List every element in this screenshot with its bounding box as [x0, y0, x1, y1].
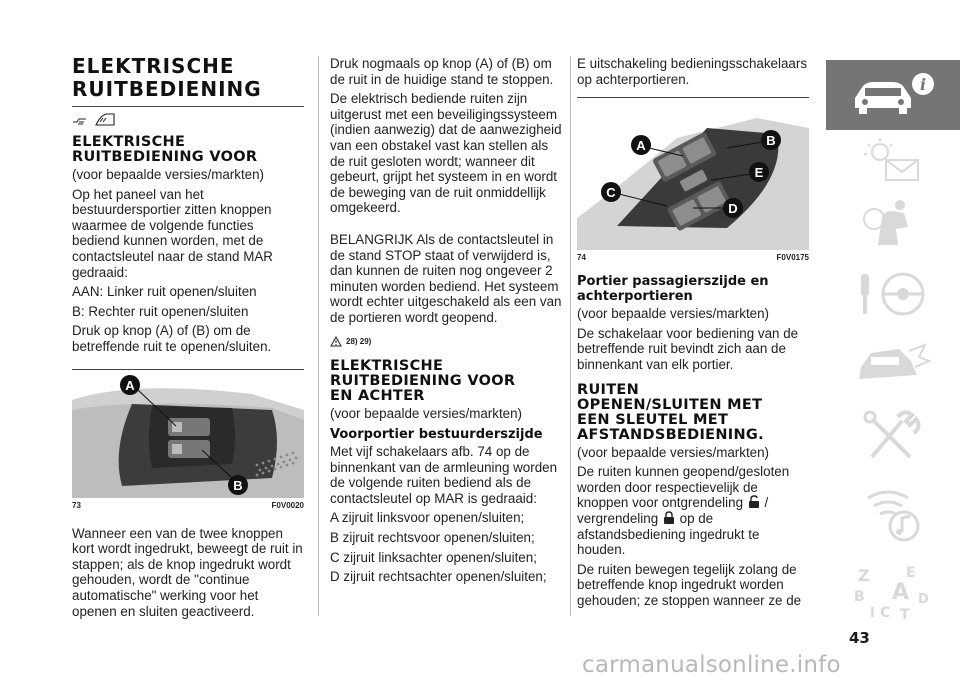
paragraph: Met vijf schakelaars afb. 74 op de binnenkant van de armleuning worden de volgende ruiten bediend als de contactsleutel op MAR is gedraaid:	[330, 444, 558, 506]
figure-74	[577, 97, 809, 262]
sidebar-item-safety[interactable]	[826, 192, 960, 256]
music-satnav-icon	[858, 480, 928, 544]
paragraph-remote-buttons	[577, 464, 809, 558]
subheading-passenger-doors-line-1: Portier passagierszijde en	[577, 274, 769, 290]
five-switch-panel-illustration	[577, 98, 809, 250]
paragraph: BELANGRIJK Als de contactsleutel in de stand STOP staat of verwijderd is, dan kunnen de ruiten nog ongeveer 2 minuten worden bediend. Het systeem wordt echter uitgeschakeld als een van de portieren wordt geopend.	[330, 231, 562, 325]
hand-pointing-icon	[72, 113, 90, 125]
paragraph: AAN: Linker ruit openen/sluiten	[72, 284, 257, 300]
paragraph: (voor bepaalde versies/markten)	[577, 306, 770, 322]
section-heading-front-rear-line-3: EN ACHTER	[330, 387, 425, 404]
column-divider-2	[570, 56, 571, 616]
text-segment: op de afstandsbediening ingedrukt te houden.	[577, 510, 760, 558]
watermark: carmanualsonline.info	[582, 652, 841, 678]
label-a: A	[636, 138, 646, 154]
sidebar-item-starting[interactable]	[826, 258, 960, 330]
section-heading-remote-line-4: AFSTANDSBEDIENING.	[577, 426, 764, 443]
paragraph: Druk nogmaals op knop (A) of (B) om de ruit in de huidige stand te stoppen.	[330, 56, 554, 87]
figure-code: F0V0175	[776, 253, 809, 263]
paragraph: (voor bepaalde versies/markten)	[72, 167, 265, 182]
sidebar-item-warning-lights[interactable]	[826, 132, 960, 190]
sidebar-item-car-info[interactable]	[826, 60, 960, 130]
figure-73	[72, 369, 304, 510]
paragraph: (voor bepaalde versies/markten)	[330, 405, 523, 421]
unlock-icon	[748, 495, 760, 509]
main-title-line-1: ELEKTRISCHE	[72, 54, 235, 78]
warning-triangle-icon	[330, 336, 342, 347]
window-switch-panel-illustration	[72, 370, 304, 498]
figure-number: 74	[577, 253, 586, 263]
list-item: D zijruit rechtsachter openen/sluiten;	[330, 569, 547, 585]
paragraph: De ruiten bewegen tegelijk zolang de betreffende knop ingedrukt worden gehouden; ze stoppen wanneer ze de	[577, 561, 802, 608]
subheading-passenger-doors	[577, 274, 809, 304]
label-c: C	[606, 185, 616, 201]
column-3	[577, 56, 809, 609]
figure-caption	[577, 253, 809, 262]
subheading-passenger-doors-line-2: achterportieren	[577, 289, 693, 305]
airbag-seat-icon	[858, 197, 928, 251]
warning-light-envelope-icon	[858, 136, 928, 186]
text-segment: De ruiten kunnen geopend/gesloten worden door respectievelijk de knoppen voor ontgrendeling	[577, 464, 790, 511]
lock-icon	[663, 511, 675, 525]
subheading-driver-door: Voorportier bestuurderszijde	[330, 427, 543, 443]
column-1	[72, 56, 304, 619]
paragraph: De schakelaar voor bediening van de betreffende ruit bevindt zich aan de binnenkant van elk portier.	[577, 325, 799, 372]
section-heading-front-rear-line-2: RUITBEDIENING VOOR	[330, 372, 516, 389]
tools-icon	[858, 407, 928, 463]
figure-code: F0V0020	[271, 500, 304, 510]
sidebar-item-index[interactable]	[826, 554, 960, 628]
paragraph: Wanneer een van de twee knoppen kort wordt ingedrukt, beweegt de ruit in stappen; als de knop ingedrukt wordt gehouden, wordt de "continue automatische" werking voor het openen en sluiten geactiveerd.	[72, 525, 303, 619]
paragraph: De elektrisch bediende ruiten zijn uitgerust met een beveiligingssysteem (indien aanwezig) dat de aanwezigheid van een obstakel vast kan stellen als de ruit gesloten wordt; wanneer dit gebeurt, grijpt het systeem in en wordt de beweging van de ruit onmiddellijk omgekeerd.	[330, 91, 562, 216]
section-heading-front-line-2: RUITBEDIENING VOOR	[72, 149, 258, 165]
key-steering-icon	[853, 266, 933, 322]
svg-text:E: E	[906, 565, 916, 581]
svg-text:A: A	[892, 580, 910, 605]
chapter-sidebar	[826, 60, 960, 628]
list-item: C zijruit linksachter openen/sluiten;	[330, 549, 537, 565]
section-heading-remote-line-1: RUITEN	[577, 381, 640, 398]
section-heading-remote	[577, 383, 809, 443]
label-b: B	[766, 133, 776, 149]
list-item: B zijruit rechtsvoor openen/sluiten;	[330, 530, 535, 546]
paragraph: B: Rechter ruit openen/sluiten	[72, 303, 249, 319]
warning-references: 28) 29)	[346, 336, 372, 346]
label-e: E	[754, 165, 764, 181]
section-heading-front-rear	[330, 359, 562, 404]
column-2	[330, 56, 562, 585]
section-heading-remote-line-2: OPENEN/SLUITEN MET	[577, 396, 763, 413]
figure-caption	[72, 501, 304, 510]
sidebar-item-multimedia[interactable]	[826, 472, 960, 552]
paragraph: Op het paneel van het bestuurdersportier zitten knoppen waarmee de volgende functies bediend kunnen worden, met de contactsleutel naar de stand MAR gedraaid:	[72, 186, 273, 280]
svg-text:T: T	[900, 607, 910, 621]
text-segment: / vergrendeling	[577, 495, 769, 526]
paragraph: E uitschakeling bedieningsschakelaars op achterportieren.	[577, 56, 808, 87]
warning-reference-row	[330, 336, 562, 347]
sidebar-item-emergency[interactable]	[826, 332, 960, 398]
sidebar-item-maintenance[interactable]	[826, 400, 960, 470]
section-heading-front-rear-line-1: ELEKTRISCHE	[330, 357, 444, 374]
section-icon-row	[72, 111, 304, 127]
section-heading-front	[72, 135, 304, 165]
main-title-line-2: RUITBEDIENING	[72, 77, 262, 101]
car-info-icon	[843, 70, 943, 120]
paragraph: (voor bepaalde versies/markten)	[577, 444, 770, 460]
title-divider	[72, 106, 304, 107]
paragraph: Druk op knop (A) of (B) om de betreffende ruit te openen/sluiten.	[72, 323, 272, 354]
window-switch-icon	[94, 112, 116, 126]
figure-number: 73	[72, 500, 81, 510]
svg-text:B: B	[854, 589, 865, 605]
svg-text:i: i	[919, 75, 927, 94]
svg-text:D: D	[918, 592, 929, 607]
label-a: A	[125, 377, 135, 393]
svg-text:I: I	[870, 606, 875, 621]
car-crash-icon	[853, 339, 933, 391]
page-number: 43	[849, 629, 870, 647]
alphabet-index-icon	[848, 561, 938, 621]
svg-text:C: C	[880, 605, 891, 621]
section-heading-remote-line-3: EEN SLEUTEL MET	[577, 411, 729, 428]
list-item: A zijruit linksvoor openen/sluiten;	[330, 510, 525, 526]
label-d: D	[728, 201, 738, 217]
label-b: B	[233, 477, 243, 493]
column-divider-1	[318, 56, 319, 616]
svg-text:Z: Z	[858, 566, 870, 585]
section-heading-front-line-1: ELEKTRISCHE	[72, 134, 186, 150]
